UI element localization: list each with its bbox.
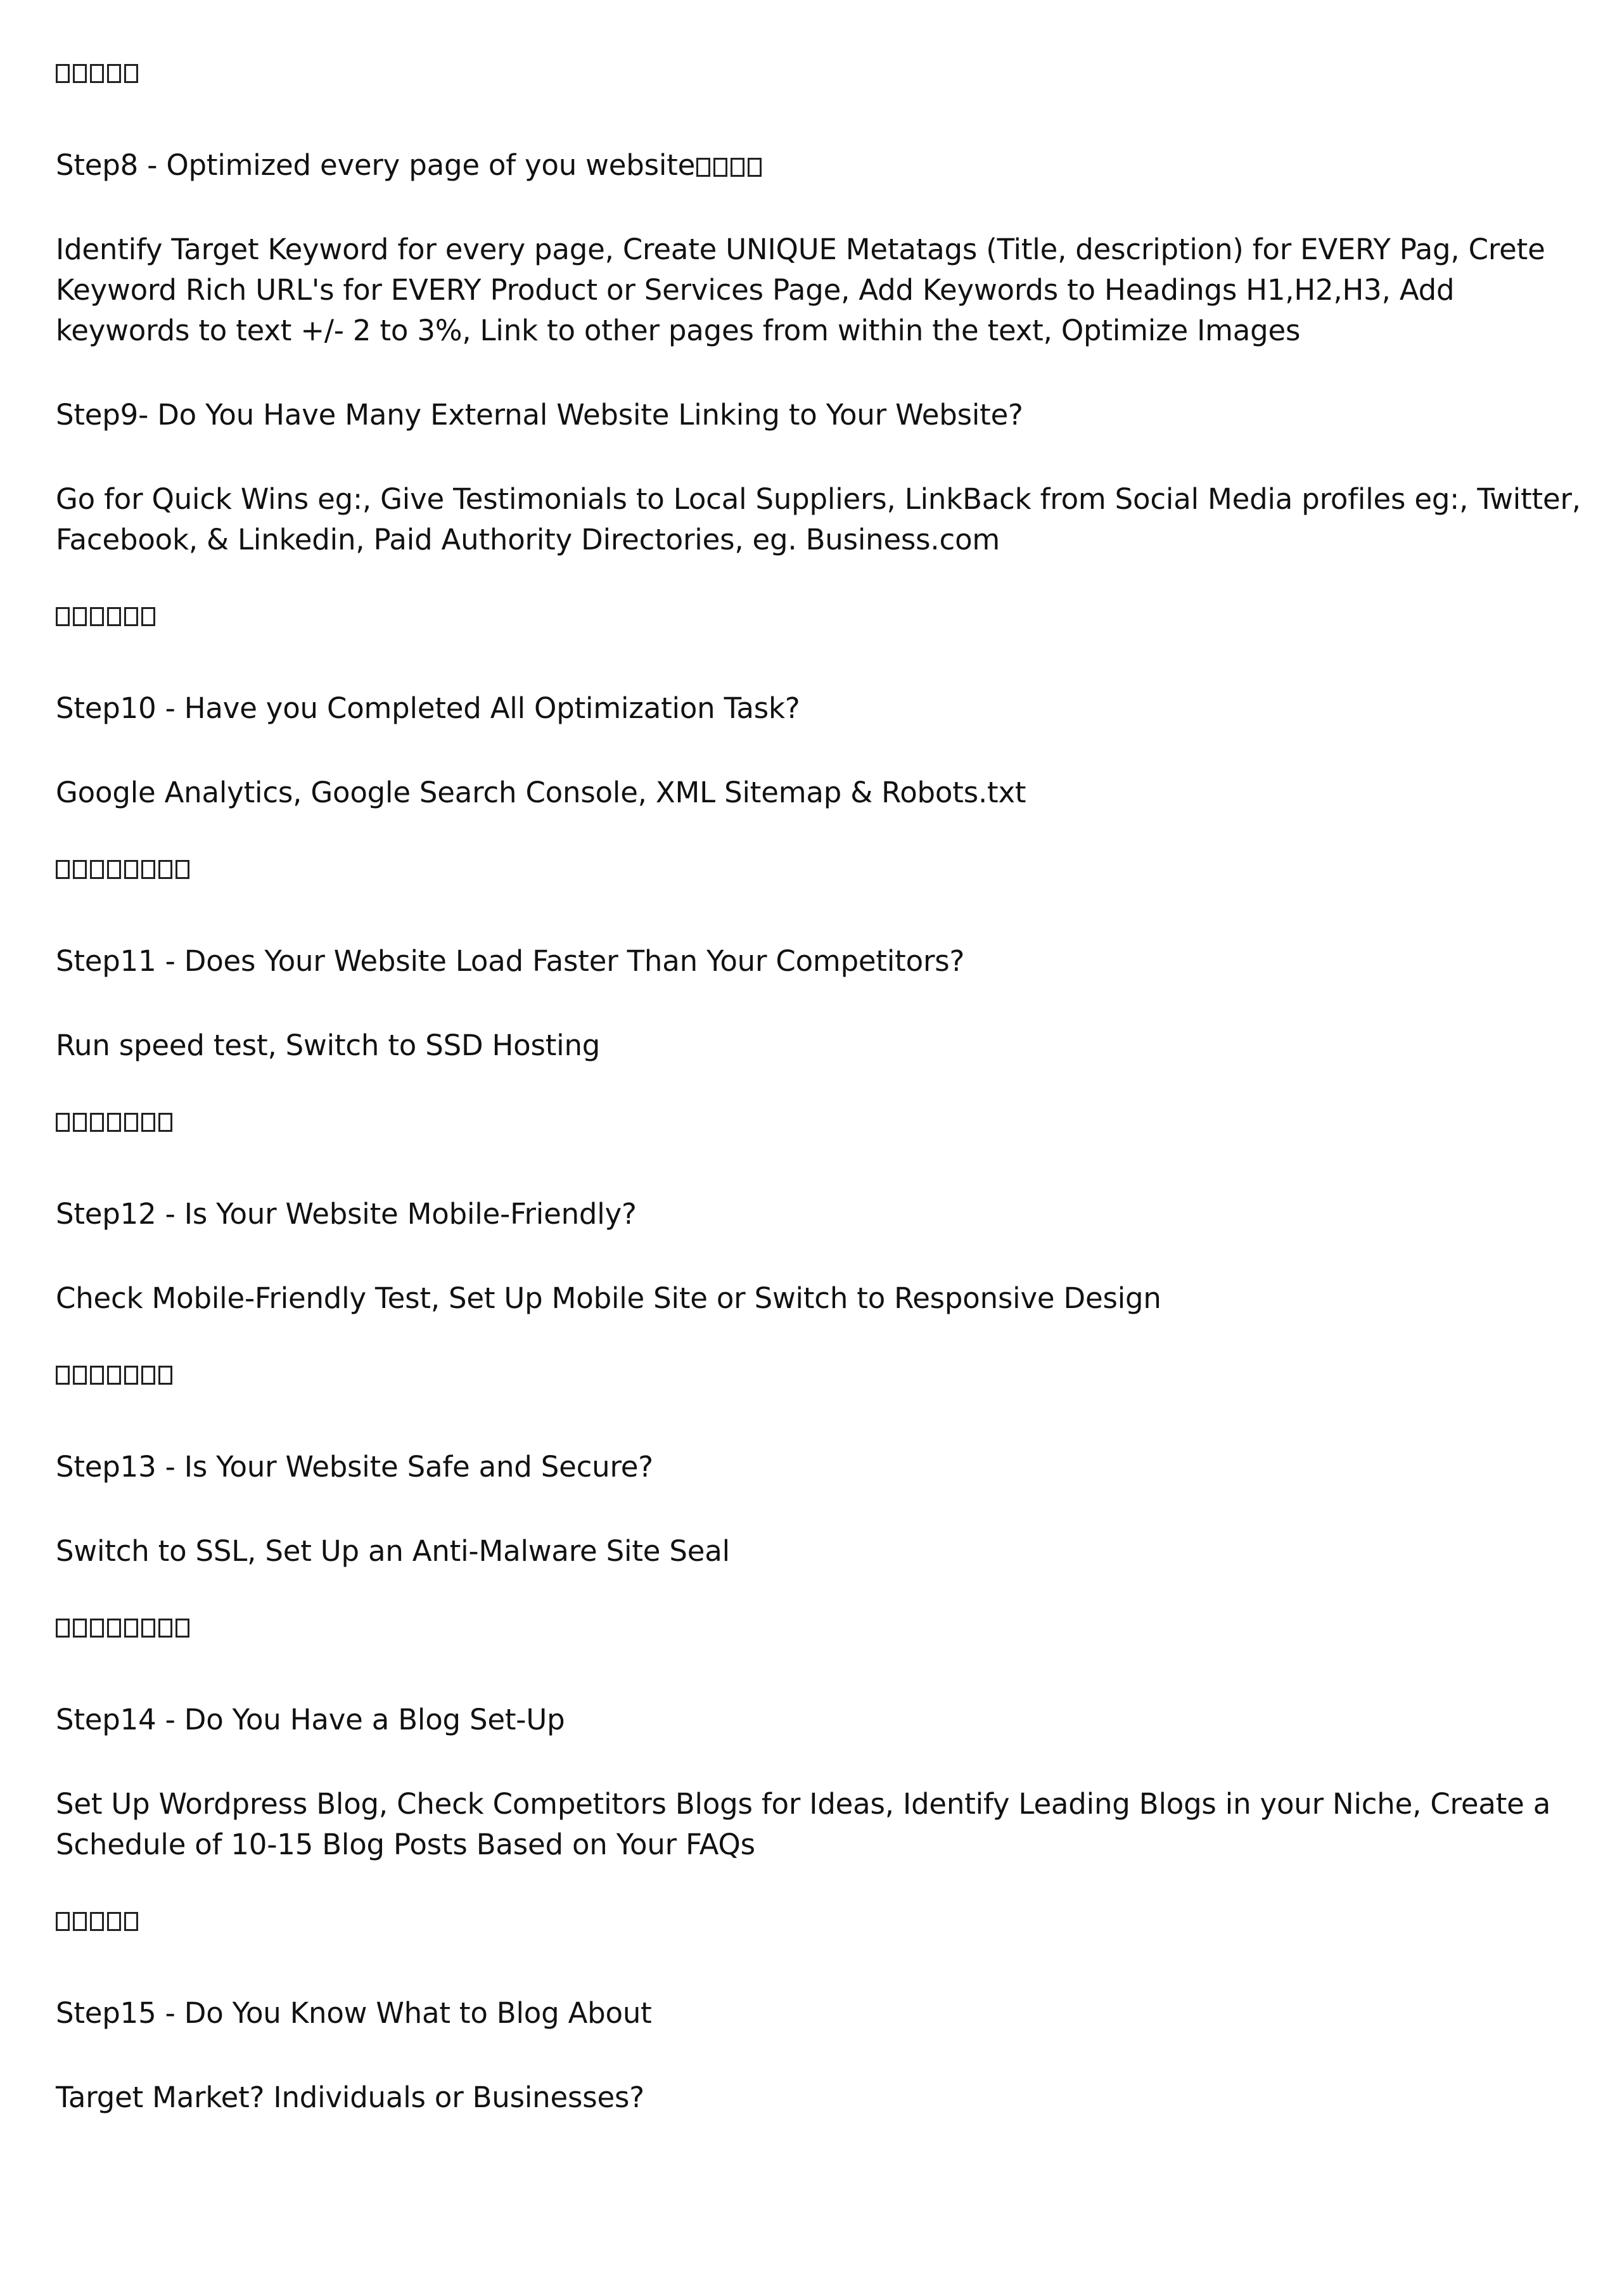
missing-glyph-box <box>90 1619 104 1638</box>
missing-glyph-box <box>107 1113 121 1132</box>
step14-heading: Step14 - Do You Have a Blog Set-Up <box>56 1703 565 1736</box>
step9-details: Go for Quick Wins eg:, Give Testimonials to Local Suppliers, LinkBack from Social Media profiles eg:, Twitter, Facebook, & Linkedin, Paid Authority Directories, eg. Business.com <box>56 482 1581 556</box>
missing-glyph-box <box>748 158 762 177</box>
missing-glyph-box <box>124 607 138 626</box>
missing-glyph-box <box>90 64 104 83</box>
missing-glyph-row <box>56 1615 1589 1641</box>
missing-glyph-box <box>73 607 87 626</box>
missing-glyph-box <box>158 1113 172 1132</box>
missing-glyph-box <box>56 64 70 83</box>
step10-details: Google Analytics, Google Search Console, XML Sitemap & Robots.txt <box>56 776 1026 809</box>
missing-glyph-box <box>696 158 710 177</box>
step13-heading: Step13 - Is Your Website Safe and Secure? <box>56 1450 653 1484</box>
missing-glyph-row <box>56 857 1589 882</box>
missing-glyph-box <box>73 1113 87 1132</box>
missing-glyph-box <box>56 1912 70 1931</box>
missing-glyph-box <box>124 1912 138 1931</box>
missing-glyph-box <box>56 1113 70 1132</box>
missing-glyph-box <box>158 860 172 879</box>
missing-glyph-box <box>107 1912 121 1931</box>
missing-glyph-box <box>107 860 121 879</box>
step9-heading: Step9- Do You Have Many External Website Linking to Your Website? <box>56 398 1023 432</box>
missing-glyph-box <box>56 860 70 879</box>
missing-glyph-row <box>56 604 1589 629</box>
missing-glyph-row <box>696 157 762 178</box>
step12-details: Check Mobile-Friendly Test, Set Up Mobile Site or Switch to Responsive Design <box>56 1281 1161 1315</box>
missing-glyph-box <box>73 1912 87 1931</box>
missing-glyph-box <box>56 1366 70 1385</box>
missing-glyph-box <box>124 1366 138 1385</box>
missing-glyph-box <box>141 1366 155 1385</box>
step11-heading: Step11 - Does Your Website Load Faster Than Your Competitors? <box>56 944 965 978</box>
step8-heading: Step8 - Optimized every page of you website <box>56 145 1589 186</box>
missing-glyph-box <box>107 607 121 626</box>
missing-glyph-box <box>56 1619 70 1638</box>
missing-glyph-box <box>124 1113 138 1132</box>
missing-glyph-row <box>56 1909 1589 1934</box>
missing-glyph-box <box>176 860 189 879</box>
missing-glyph-box <box>90 1366 104 1385</box>
missing-glyph-box <box>56 607 70 626</box>
missing-glyph-box <box>107 1619 121 1638</box>
missing-glyph-row <box>56 1363 1589 1388</box>
missing-glyph-box <box>73 1366 87 1385</box>
missing-glyph-box <box>141 1113 155 1132</box>
missing-glyph-box <box>731 158 744 177</box>
missing-glyph-box <box>90 1912 104 1931</box>
missing-glyph-box <box>141 607 155 626</box>
step15-heading: Step15 - Do You Know What to Blog About <box>56 1996 652 2030</box>
step14-details: Set Up Wordpress Blog, Check Competitors Blogs for Ideas, Identify Leading Blogs in your Niche, Create a Schedule of 10-15 Blog Posts Based on Your FAQs <box>56 1787 1551 1861</box>
missing-glyph-box <box>713 158 727 177</box>
step8-details: Identify Target Keyword for every page, Create UNIQUE Metatags (Title, description) for EVERY Pag, Crete Keyword Rich URL's for EVERY Product or Services Page, Add Keywords to Headings H1,H2,H3, Add keywords to text +/- 2 to 3%, Link to other pages from within the text, Optimize Images <box>56 233 1545 347</box>
missing-glyph-box <box>158 1619 172 1638</box>
missing-glyph-row <box>56 1110 1589 1135</box>
step15-details: Target Market? Individuals or Businesses? <box>56 2081 644 2114</box>
missing-glyph-box <box>141 1619 155 1638</box>
missing-glyph-box <box>73 64 87 83</box>
missing-glyph-box <box>176 1619 189 1638</box>
missing-glyph-box <box>73 1619 87 1638</box>
missing-glyph-box <box>73 860 87 879</box>
step11-details: Run speed test, Switch to SSD Hosting <box>56 1029 601 1062</box>
missing-glyph-box <box>124 64 138 83</box>
missing-glyph-row <box>56 61 1589 86</box>
document-page <box>56 61 1589 2162</box>
missing-glyph-box <box>90 860 104 879</box>
missing-glyph-box <box>107 64 121 83</box>
missing-glyph-box <box>90 1113 104 1132</box>
missing-glyph-box <box>158 1366 172 1385</box>
step12-heading: Step12 - Is Your Website Mobile-Friendly? <box>56 1197 637 1231</box>
missing-glyph-box <box>107 1366 121 1385</box>
step13-details: Switch to SSL, Set Up an Anti-Malware Site Seal <box>56 1534 730 1568</box>
step10-heading: Step10 - Have you Completed All Optimization Task? <box>56 691 800 725</box>
missing-glyph-box <box>90 607 104 626</box>
missing-glyph-box <box>124 860 138 879</box>
missing-glyph-box <box>124 1619 138 1638</box>
missing-glyph-box <box>141 860 155 879</box>
